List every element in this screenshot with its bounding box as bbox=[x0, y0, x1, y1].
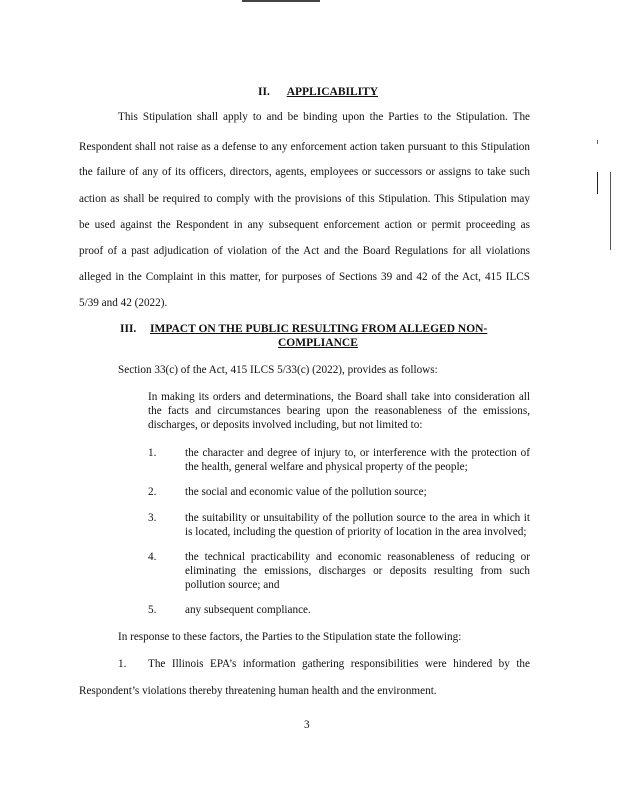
section-2-line: action as shall be required to comply with the provisions of this Stipulation. This Stipulation may bbox=[79, 193, 530, 205]
section-3-intro: Section 33(c) of the Act, 415 ILCS 5/33(c) (2022), provides as follows: bbox=[118, 364, 438, 376]
margin-mark bbox=[610, 172, 611, 250]
section-2-line: proof of a past adjudication of violation of the Act and the Board Regulations for all violations bbox=[79, 245, 530, 257]
section-2-line: This Stipulation shall apply to and be binding upon the Parties to the Stipulation. The bbox=[118, 111, 530, 123]
factor-line: is located, including the question of priority of location in the area involved; bbox=[185, 526, 527, 538]
factor-line: any subsequent compliance. bbox=[185, 604, 311, 616]
section-3-number: III. bbox=[120, 323, 137, 335]
section-2-heading bbox=[258, 86, 378, 98]
section-2-line: alleged in the Complaint in this matter, for purposes of Sections 39 and 42 of the Act, 415 ILCS bbox=[79, 271, 530, 283]
response-item-line: Respondent’s violations thereby threatening human health and the environment. bbox=[79, 685, 437, 697]
section-2-line: be used against the Respondent in any subsequent enforcement action or permit proceeding as bbox=[79, 219, 530, 231]
factor-number: 3. bbox=[148, 512, 157, 524]
factor-number: 1. bbox=[148, 447, 157, 459]
section-2-line: Respondent shall not raise as a defense to any enforcement action taken pursuant to this Stipulation bbox=[79, 141, 530, 153]
quote-line: In making its orders and determinations, the Board shall take into consideration all bbox=[148, 391, 530, 403]
factor-line: the technical practicability and economic reasonableness of reducing or bbox=[185, 551, 530, 563]
factor-number: 2. bbox=[148, 486, 157, 498]
margin-mark bbox=[597, 140, 598, 144]
response-item-line: The Illinois EPA’s information gathering responsibilities were hindered by the bbox=[148, 658, 530, 670]
top-edge-mark bbox=[242, 0, 320, 2]
section-2-line: 5/39 and 42 (2022). bbox=[79, 297, 168, 309]
factor-line: eliminating the emissions, discharges or deposits resulting from such bbox=[185, 565, 530, 577]
response-item-number: 1. bbox=[118, 658, 127, 670]
factor-line: pollution source; and bbox=[185, 579, 280, 591]
quote-line: the facts and circumstances bearing upon the reasonableness of the emissions, bbox=[148, 405, 530, 417]
margin-mark bbox=[597, 172, 598, 194]
factor-line: the character and degree of injury to, or interference with the protection of bbox=[185, 447, 530, 459]
factor-line: the suitability or unsuitability of the pollution source to the area in which it bbox=[185, 512, 530, 524]
section-2-number: II. bbox=[258, 86, 270, 98]
section-3-title-line-1: IMPACT ON THE PUBLIC RESULTING FROM ALLEGED NON- bbox=[150, 323, 488, 335]
section-2-line: the failure of any of its officers, directors, agents, employees or successors or assigns to take such bbox=[79, 166, 530, 178]
response-intro: In response to these factors, the Parties to the Stipulation state the following: bbox=[118, 631, 462, 643]
factor-line: the health, general welfare and physical property of the people; bbox=[185, 461, 468, 473]
factor-number: 4. bbox=[148, 551, 157, 563]
section-3-title-line-2: COMPLIANCE bbox=[278, 337, 358, 349]
factor-number: 5. bbox=[148, 604, 157, 616]
quote-line: discharges, or deposits involved including, but not limited to: bbox=[148, 419, 423, 431]
section-2-title: APPLICABILITY bbox=[286, 86, 379, 98]
page-number: 3 bbox=[304, 719, 310, 731]
factor-line: the social and economic value of the pollution source; bbox=[185, 486, 427, 498]
